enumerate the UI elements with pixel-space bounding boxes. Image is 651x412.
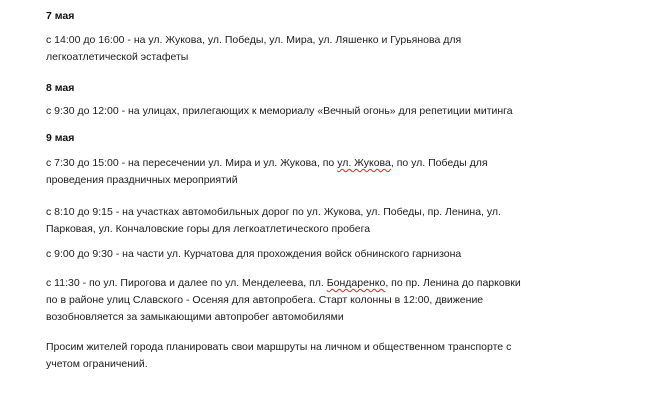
closure-item	[46, 32, 606, 66]
spellcheck-underline: ул. Жукова	[337, 157, 391, 169]
spellcheck-underline: Бондаренко	[326, 277, 386, 289]
closure-item	[46, 103, 606, 120]
text-line: с 7:30 до 15:00 - на пересечении ул. Мира и ул. Жукова, по ул. Жукова, по ул. Победы для	[46, 157, 488, 169]
closure-item	[46, 246, 606, 263]
date-heading-may-9: 9 мая	[46, 132, 75, 144]
text-line: Парковая, ул. Кончаловские горы для легкоатлетического пробега	[46, 223, 371, 235]
closure-item	[46, 155, 606, 189]
text-line: возобновляется за замыкающими автопробег автомобилями	[46, 311, 344, 323]
text-line: учетом ограничений.	[46, 358, 148, 370]
text-line: с 9:00 до 9:30 - на части ул. Курчатова для прохождения войск обнинского гарнизона	[46, 248, 462, 260]
text-line: с 8:10 до 9:15 - на участках автомобильных дорог по ул. Жукова, ул. Победы, пр. Ленина, ул.	[46, 206, 501, 218]
closure-item	[46, 275, 606, 326]
text-line: проведения праздничных мероприятий	[46, 174, 238, 186]
date-heading-may-8: 8 мая	[46, 82, 75, 94]
closing-paragraph	[46, 339, 606, 373]
date-heading-may-7: 7 мая	[46, 10, 75, 22]
text-line: Просим жителей города планировать свои маршруты на личном и общественном транспорте с	[46, 341, 512, 353]
text-line: по в районе улиц Славского - Осеняя для автопробега. Старт колонны в 12:00, движение	[46, 294, 484, 306]
text-line: легкоатлетической эстафеты	[46, 51, 189, 63]
text-line: с 11:30 - по ул. Пирогова и далее по ул. Менделеева, пл. Бондаренко, по пр. Ленина до парковки	[46, 277, 521, 289]
text-line: с 14:00 до 16:00 - на ул. Жукова, ул. Победы, ул. Мира, ул. Ляшенко и Гурьянова для	[46, 34, 462, 46]
closure-item	[46, 204, 606, 238]
text-line: с 9:30 до 12:00 - на улицах, прилегающих к мемориалу «Вечный огонь» для репетиции митинга	[46, 105, 513, 117]
